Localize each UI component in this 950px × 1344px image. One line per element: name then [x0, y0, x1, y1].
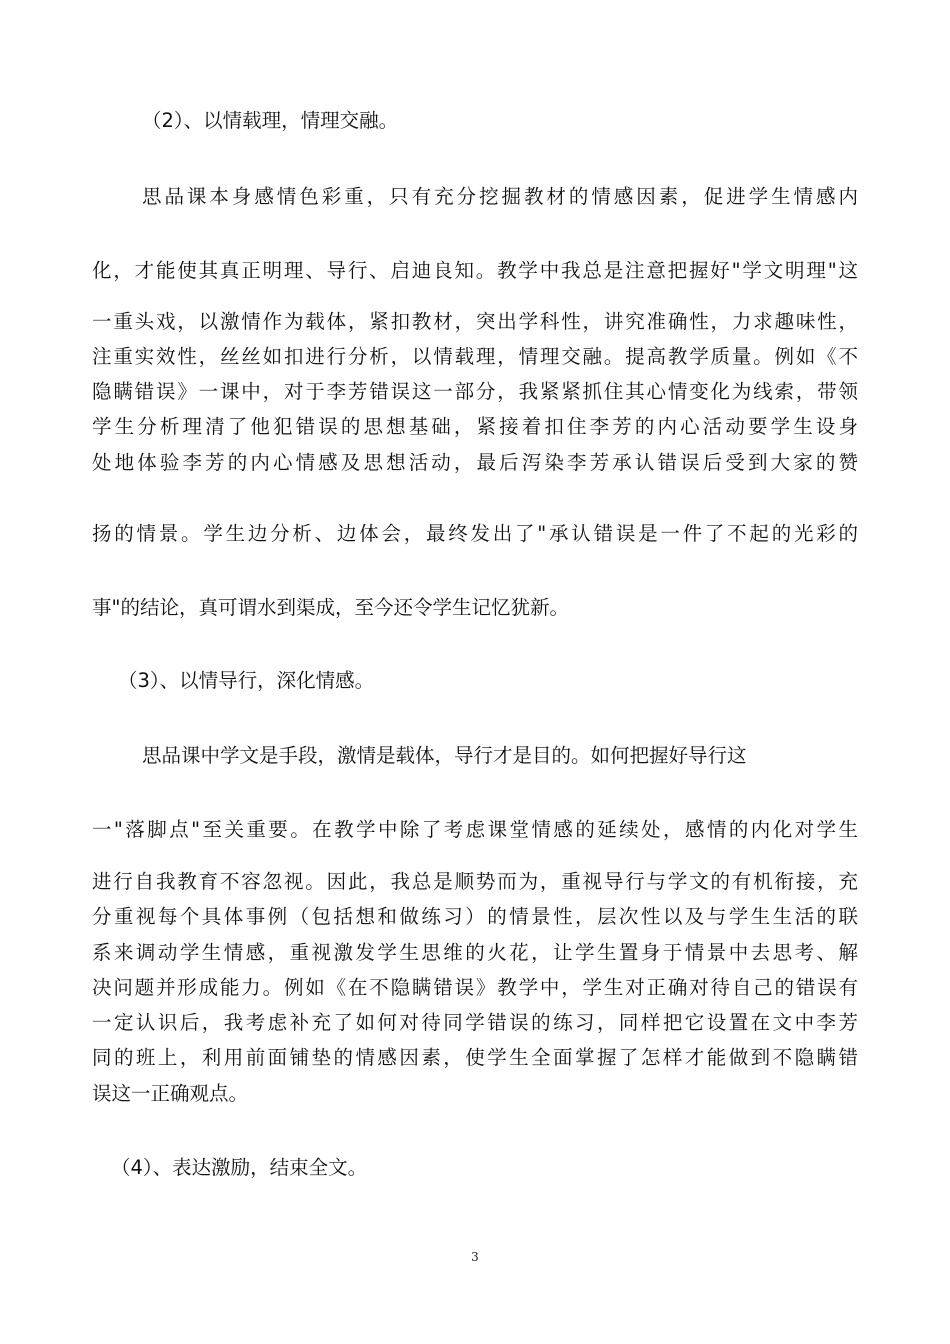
paragraph-line: 学生分析理清了他犯错误的思想基础，紧接着扣住李芳的内心活动要学生设身 — [92, 415, 858, 438]
paragraph-line: 思品课本身感情色彩重，只有充分挖掘教材的情感因素，促进学生情感内 — [142, 185, 858, 208]
paragraph-line: 一定认识后，我考虑补充了如何对待同学错误的练习，同样把它设置在文中李芳 — [92, 1011, 858, 1034]
paragraph-line: 系来调动学生情感，重视激发学生思维的火花，让学生置身于情景中去思考、解 — [92, 941, 858, 964]
paragraph-line: 误这一正确观点。 — [92, 1082, 249, 1105]
paragraph-line: 注重实效性，丝丝如扣进行分析，以情载理，情理交融。提高教学质量。例如《不 — [92, 345, 858, 368]
paragraph-line: 事"的结论，真可谓水到渠成，至今还令学生记忆犹新。 — [92, 596, 569, 619]
paragraph-line: 隐瞒错误》一课中，对于李芳错误这一部分，我紧紧抓住其心情变化为线索，带领 — [92, 380, 858, 403]
section-heading-4: （4）、表达激励，结束全文。 — [111, 1156, 368, 1179]
section-heading-2: （2）、以情载理，情理交融。 — [142, 109, 399, 132]
section-heading-3: （3）、以情导行，深化情感。 — [118, 669, 375, 692]
paragraph-line: 一"落脚点"至关重要。在教学中除了考虑课堂情感的延续处，感情的内化对学生 — [92, 818, 858, 841]
paragraph-line: 进行自我教育不容忽视。因此，我总是顺势而为，重视导行与学文的有机衔接，充 — [92, 870, 858, 893]
paragraph-line: 同的班上，利用前面铺垫的情感因素，使学生全面掌握了怎样才能做到不隐瞒错 — [92, 1046, 858, 1069]
paragraph-line: 扬的情景。学生边分析、边体会，最终发出了"承认错误是一件了不起的光彩的 — [92, 522, 858, 545]
paragraph-line: 化，才能使其真正明理、导行、启迪良知。教学中我总是注意把握好"学文明理"这 — [92, 259, 858, 282]
page-number: 3 — [471, 1250, 479, 1264]
paragraph-line: 思品课中学文是手段，激情是载体，导行才是目的。如何把握好导行这 — [142, 744, 747, 767]
paragraph-line: 分重视每个具体事例（包括想和做练习）的情景性，层次性以及与学生生活的联 — [92, 905, 858, 928]
paragraph-line: 处地体验李芳的内心情感及思想活动，最后泻染李芳承认错误后受到大家的赞 — [92, 451, 858, 474]
paragraph-line: 一重头戏，以激情作为载体，紧扣教材，突出学科性，讲究准确性，力求趣味性， — [92, 310, 858, 333]
paragraph-line: 决问题并形成能力。例如《在不隐瞒错误》教学中，学生对正确对待自己的错误有 — [92, 976, 858, 999]
